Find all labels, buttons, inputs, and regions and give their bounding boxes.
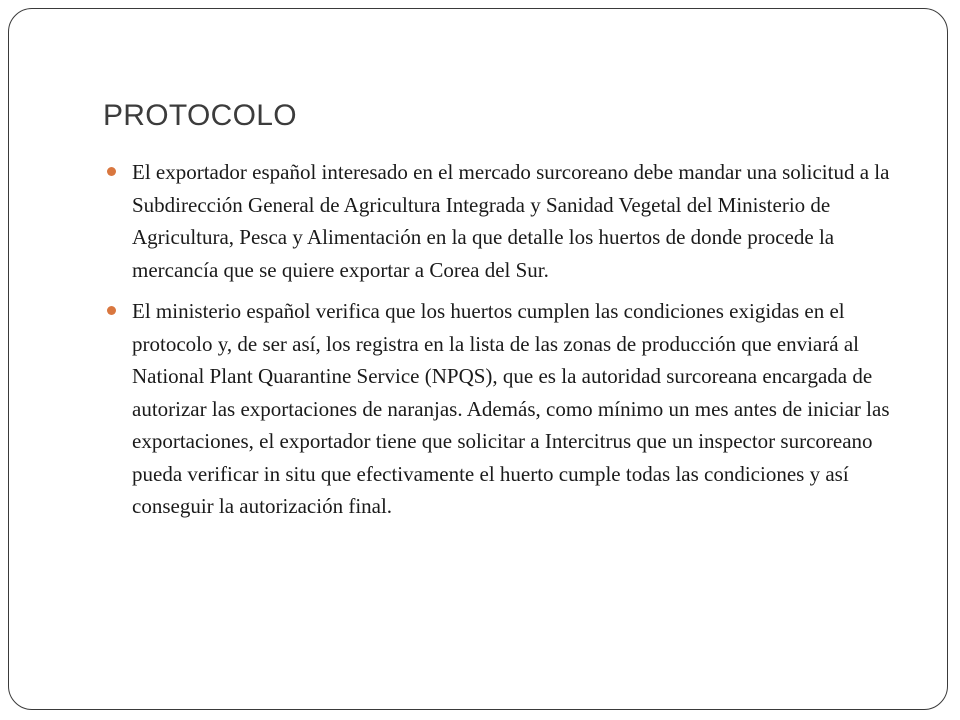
bullet-text-1: El exportador español interesado en el mercado surcoreano debe mandar una solicitud a la Subdirección General de Agricultura Integrada y Sanidad Vegetal del Ministerio de Agricultura, Pesca y Alimentación en la que detalle los huertos de donde procede la mercancía que se quiere exportar a Corea del Sur. [132, 160, 890, 282]
bullet-text-2: El ministerio español verifica que los huertos cumplen las condiciones exigidas en el protocolo y, de ser así, los registra en la lista de las zonas de producción que enviará al National Plant Quarantine Service (NPQS), que es la autoridad surcoreana encargada de autorizar las exportaciones de naranjas. Además, como mínimo un mes antes de iniciar las exportaciones, el exportador tiene que solicitar a Intercitrus que un inspector surcoreano pueda verificar in situ que efectivamente el huerto cumple todas las condiciones y así conseguir la autorización final. [132, 299, 890, 518]
bullet-item-2 [103, 295, 913, 523]
bullet-dot-icon [107, 306, 116, 315]
bullet-list [103, 156, 913, 532]
bullet-dot-icon [107, 167, 116, 176]
slide-title: PROTOCOLO [103, 99, 297, 132]
bullet-item-1 [103, 156, 913, 286]
